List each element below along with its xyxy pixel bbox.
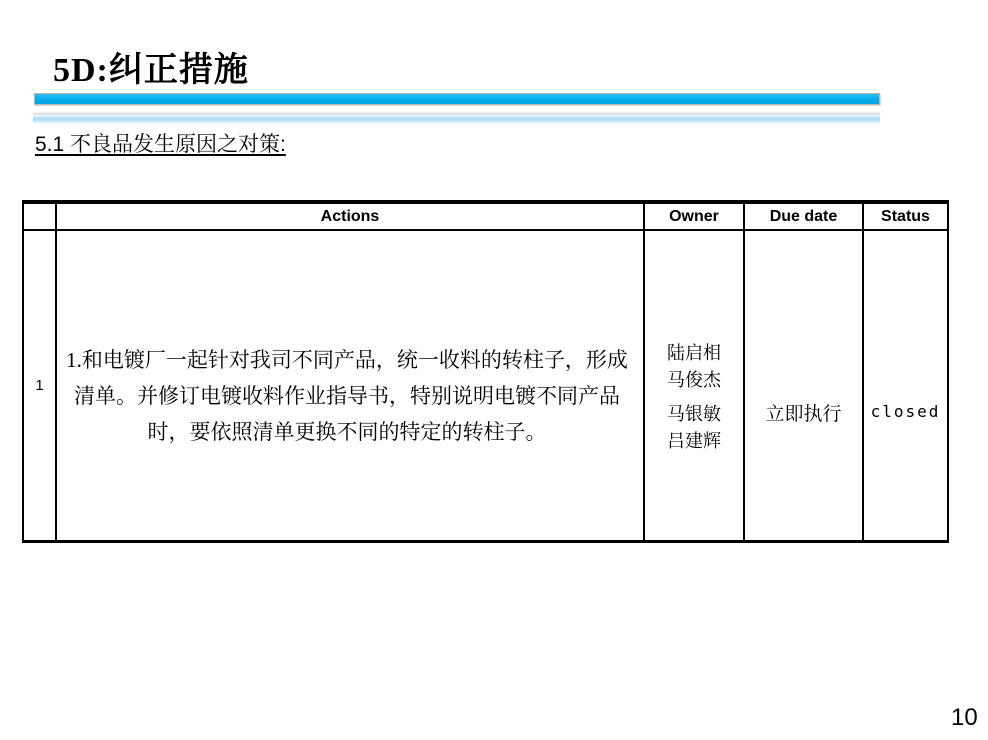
status-value: closed — [870, 402, 941, 422]
section-subtitle: 5.1 不良品发生原因之对策: — [35, 133, 286, 156]
slide-title: 5D:纠正措施 — [53, 52, 249, 89]
owner-cell — [644, 230, 744, 541]
table-header-row — [23, 202, 948, 230]
header-cell-owner: Owner — [644, 202, 744, 230]
corrective-actions-table — [22, 200, 949, 543]
status-cell — [863, 230, 948, 541]
accent-bar-reflection — [33, 112, 880, 124]
due-date-cell — [744, 230, 863, 541]
owner-name: 陆启相 — [667, 342, 721, 363]
header-cell-due-date: Due date — [744, 202, 863, 230]
owner-name-list — [645, 340, 743, 455]
owner-name: 马银敏 — [667, 403, 721, 424]
owner-name: 吕建辉 — [667, 430, 721, 451]
accent-bar — [34, 93, 880, 105]
header-cell-status: Status — [863, 202, 948, 230]
page-number: 10 — [951, 704, 978, 731]
row-number-cell: 1 — [23, 230, 56, 541]
header-cell-number — [23, 202, 56, 230]
owner-name: 马俊杰 — [667, 369, 721, 390]
header-cell-actions: Actions — [56, 202, 644, 230]
table-row — [23, 230, 948, 541]
action-description-cell: 1.和电镀厂一起针对我司不同产品，统一收料的转柱子，形成清单。并修订电镀收料作业指导书，特别说明电镀不同产品时，要依照清单更换不同的特定的转柱子。 — [56, 230, 644, 541]
due-date-value: 立即执行 — [765, 403, 842, 425]
